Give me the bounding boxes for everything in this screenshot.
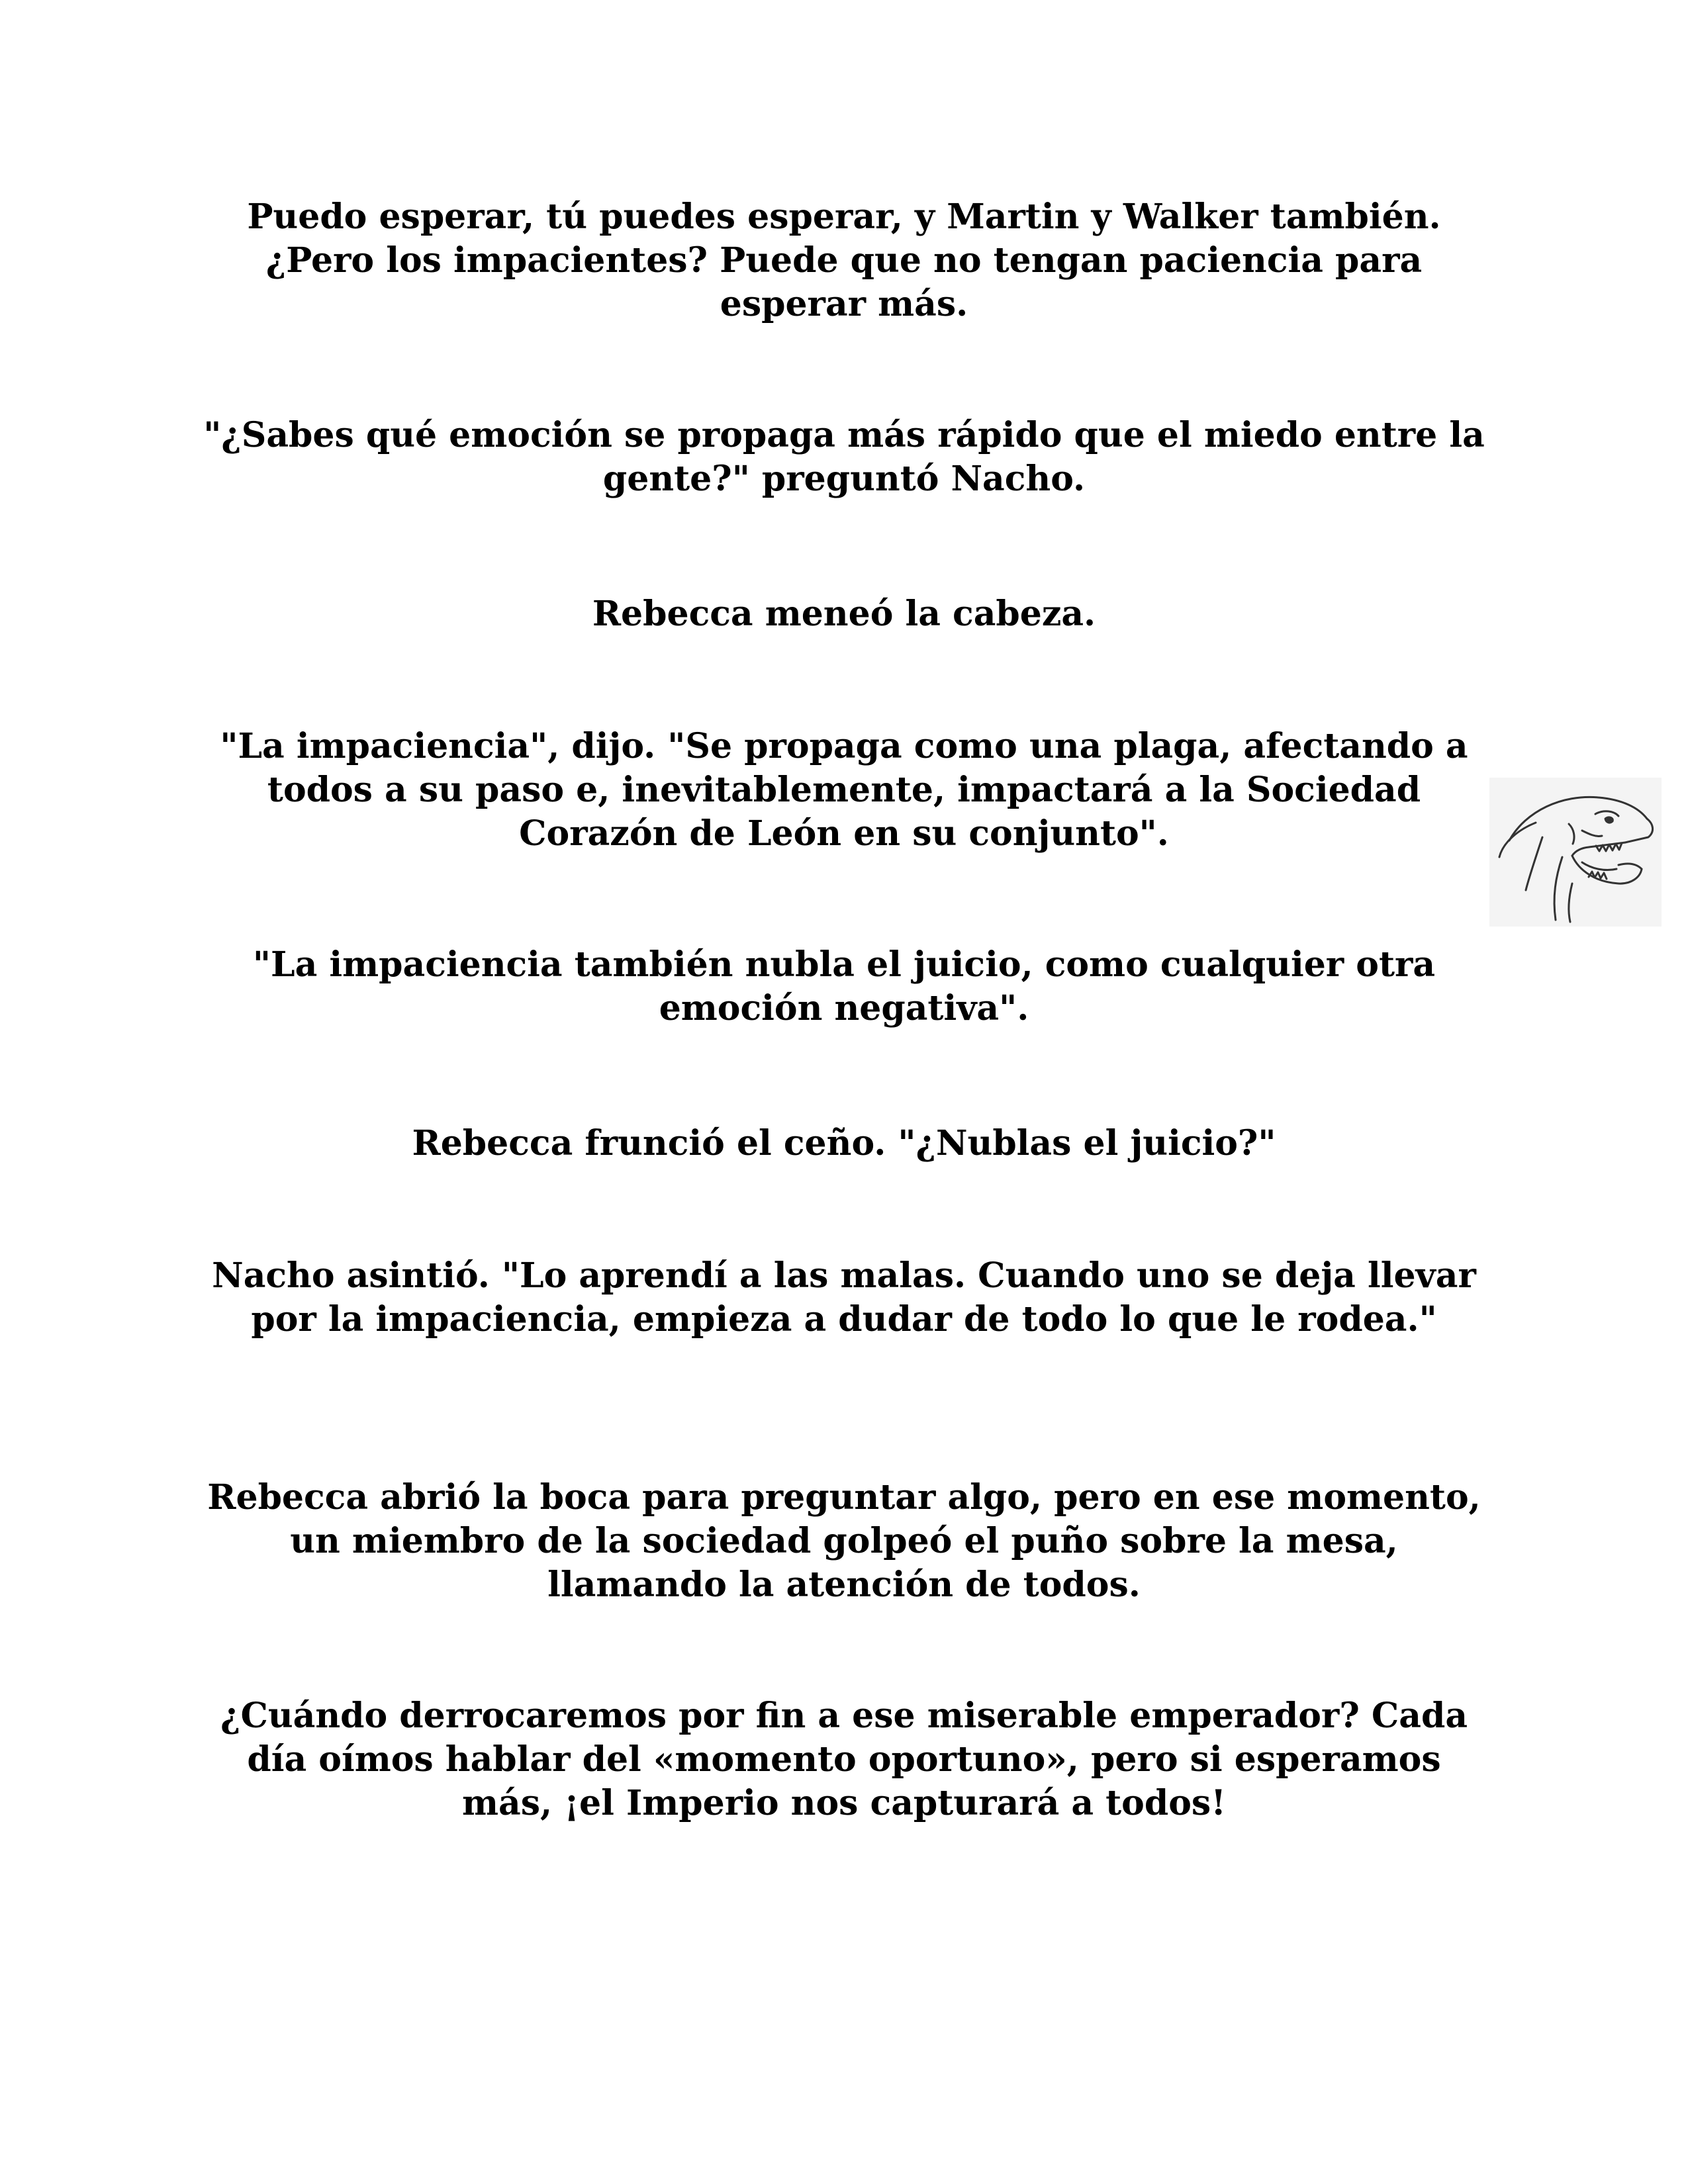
paragraph-8: Rebecca abrió la boca para preguntar algo, pero en ese momento, un miembro de la sociedad golpeó el puño sobre la mesa, llamando la atención de todos.	[207, 1477, 1481, 1605]
paragraph-9: ¿Cuándo derrocaremos por fin a ese miserable emperador? Cada día oímos hablar del «momento oportuno», pero si esperamos más, ¡el Imperio nos capturará a todos!	[220, 1696, 1468, 1823]
paragraph-5: "La impaciencia también nubla el juicio, como cualquier otra emoción negativa".	[252, 944, 1436, 1028]
paragraph-4: "La impaciencia", dijo. "Se propaga como una plaga, afectando a todos a su paso e, inevitablemente, impactará a la Sociedad Corazón de León en su conjunto".	[220, 726, 1468, 854]
paragraph-3: Rebecca meneó la cabeza.	[592, 594, 1096, 634]
paragraph-2: "¿Sabes qué emoción se propaga más rápido que el miedo entre la gente?" preguntó Nacho.	[203, 415, 1485, 499]
dinosaur-sketch-icon	[1489, 778, 1662, 927]
paragraph-6: Rebecca frunció el ceño. "¿Nublas el juicio?"	[412, 1123, 1276, 1163]
paragraph-1: Puedo esperar, tú puedes esperar, y Martin y Walker también. ¿Pero los impacientes? Puede que no tengan paciencia para esperar más.	[247, 197, 1441, 324]
paragraph-7: Nacho asintió. "Lo aprendí a las malas. Cuando uno se deja llevar por la impaciencia, empieza a dudar de todo lo que le rodea."	[212, 1255, 1476, 1340]
